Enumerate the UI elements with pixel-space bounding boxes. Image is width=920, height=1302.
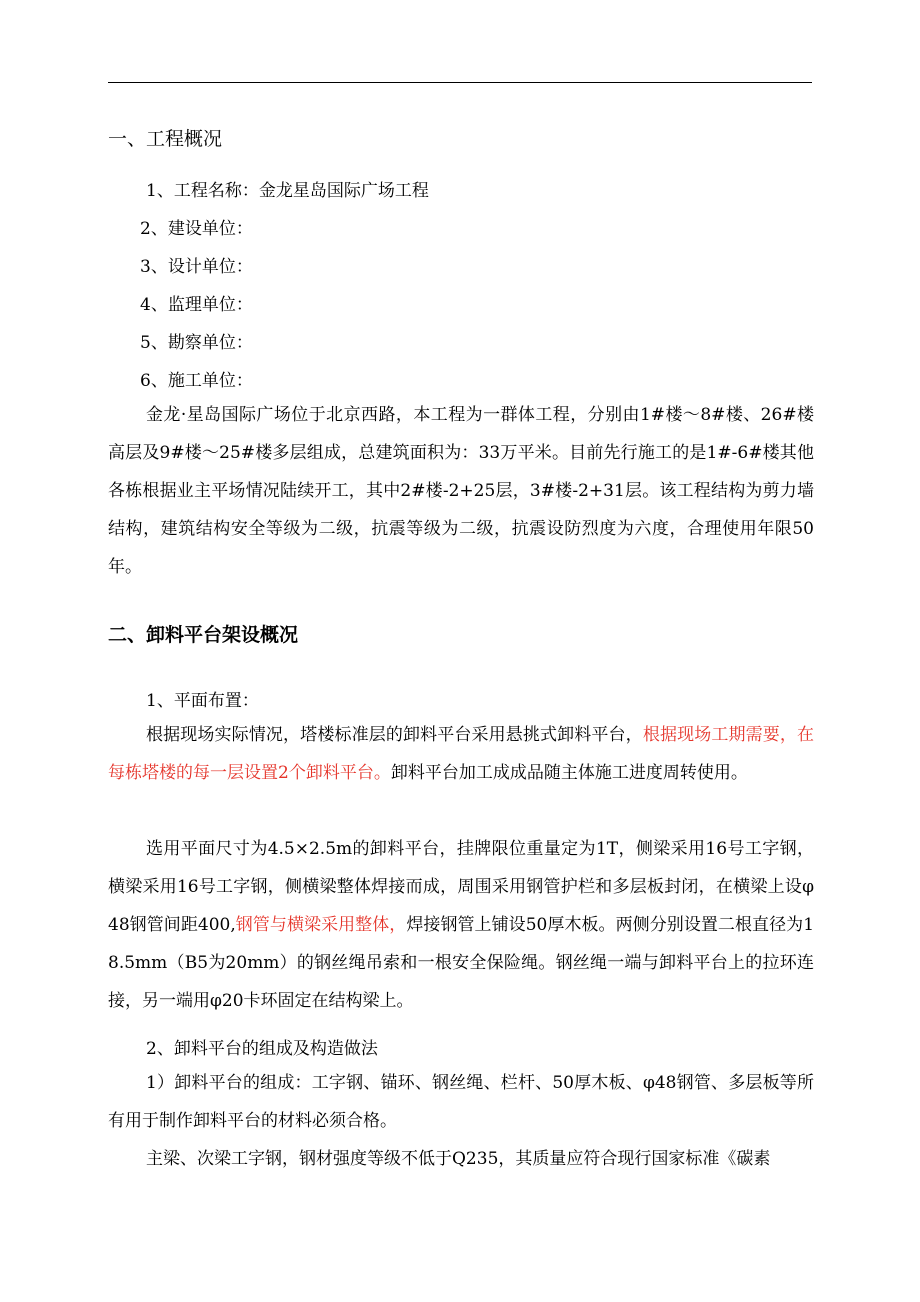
section-2-heading: 二、卸料平台架设概况 [108, 624, 299, 646]
construction-unit-item: 2、建设单位： [140, 219, 253, 239]
composition-paragraph: 1）卸料平台的组成：工字钢、锚环、钢丝绳、栏杆、50厚木板、φ48钢管、多层板等所有用于制作卸料平台的材料必须合格。 [108, 1073, 814, 1131]
section-1-heading: 一、工程概况 [108, 128, 223, 150]
project-overview-paragraph: 金龙·星岛国际广场位于北京西路，本工程为一群体工程，分别由1#楼～8#楼、26#楼高层及9#楼～25#楼多层组成，总建筑面积为：33万平米。目前先行施工的是1#-6#楼其他各栋根据业主平场情况陆续开工，其中2#楼-2+25层，3#楼-2+31层。该工程结构为剪力墙结构，建筑结构安全等级为二级，抗震等级为二级，抗震设防烈度为六度，合理使用年限50年。 [108, 405, 814, 577]
composition-subheading: 2、卸料平台的组成及构造做法 [146, 1039, 378, 1059]
spec-text-highlight: 钢管与横梁采用整体， [235, 915, 407, 935]
survey-unit-item: 5、勘察单位： [140, 333, 253, 353]
layout-paragraph [108, 716, 814, 792]
builder-unit-item: 6、施工单位： [140, 371, 253, 391]
layout-text-a: 根据现场实际情况，塔楼标准层的卸料平台采用悬挑式卸料平台， [146, 725, 643, 745]
layout-text-highlight: 根据现场工期需要，在每栋塔楼的每一层设置2个卸料平台。 [108, 725, 815, 783]
header-rule [108, 82, 812, 83]
layout-text-b: 卸料平台加工成成品随主体施工进度周转使用。 [390, 763, 748, 783]
steel-grade-paragraph: 主梁、次梁工字钢，钢材强度等级不低于Q235，其质量应符合现行国家标准《碳素 [146, 1149, 771, 1169]
project-name-item: 1、工程名称：金龙星岛国际广场工程 [146, 181, 429, 201]
spec-text-a: 选用平面尺寸为4.5×2.5m的卸料平台，挂牌限位重量定为1T，侧梁采用16号工字钢，横梁采用16号工字钢，侧横梁整体焊接而成，周围采用钢管护栏和多层板封闭，在横梁上设φ48钢管间距400, [108, 839, 814, 935]
supervision-unit-item: 4、监理单位： [140, 295, 253, 315]
platform-spec-paragraph [108, 830, 814, 1020]
design-unit-item: 3、设计单位： [140, 257, 253, 277]
layout-subheading: 1、平面布置： [146, 691, 259, 711]
spec-text-b: 焊接钢管上铺设50厚木板。两侧分别设置二根直径为18.5mm（B5为20mm）的钢丝绳吊索和一根安全保险绳。钢丝绳一端与卸料平台上的拉环连接，另一端用φ20卡环固定在结构梁上。 [108, 915, 815, 1011]
